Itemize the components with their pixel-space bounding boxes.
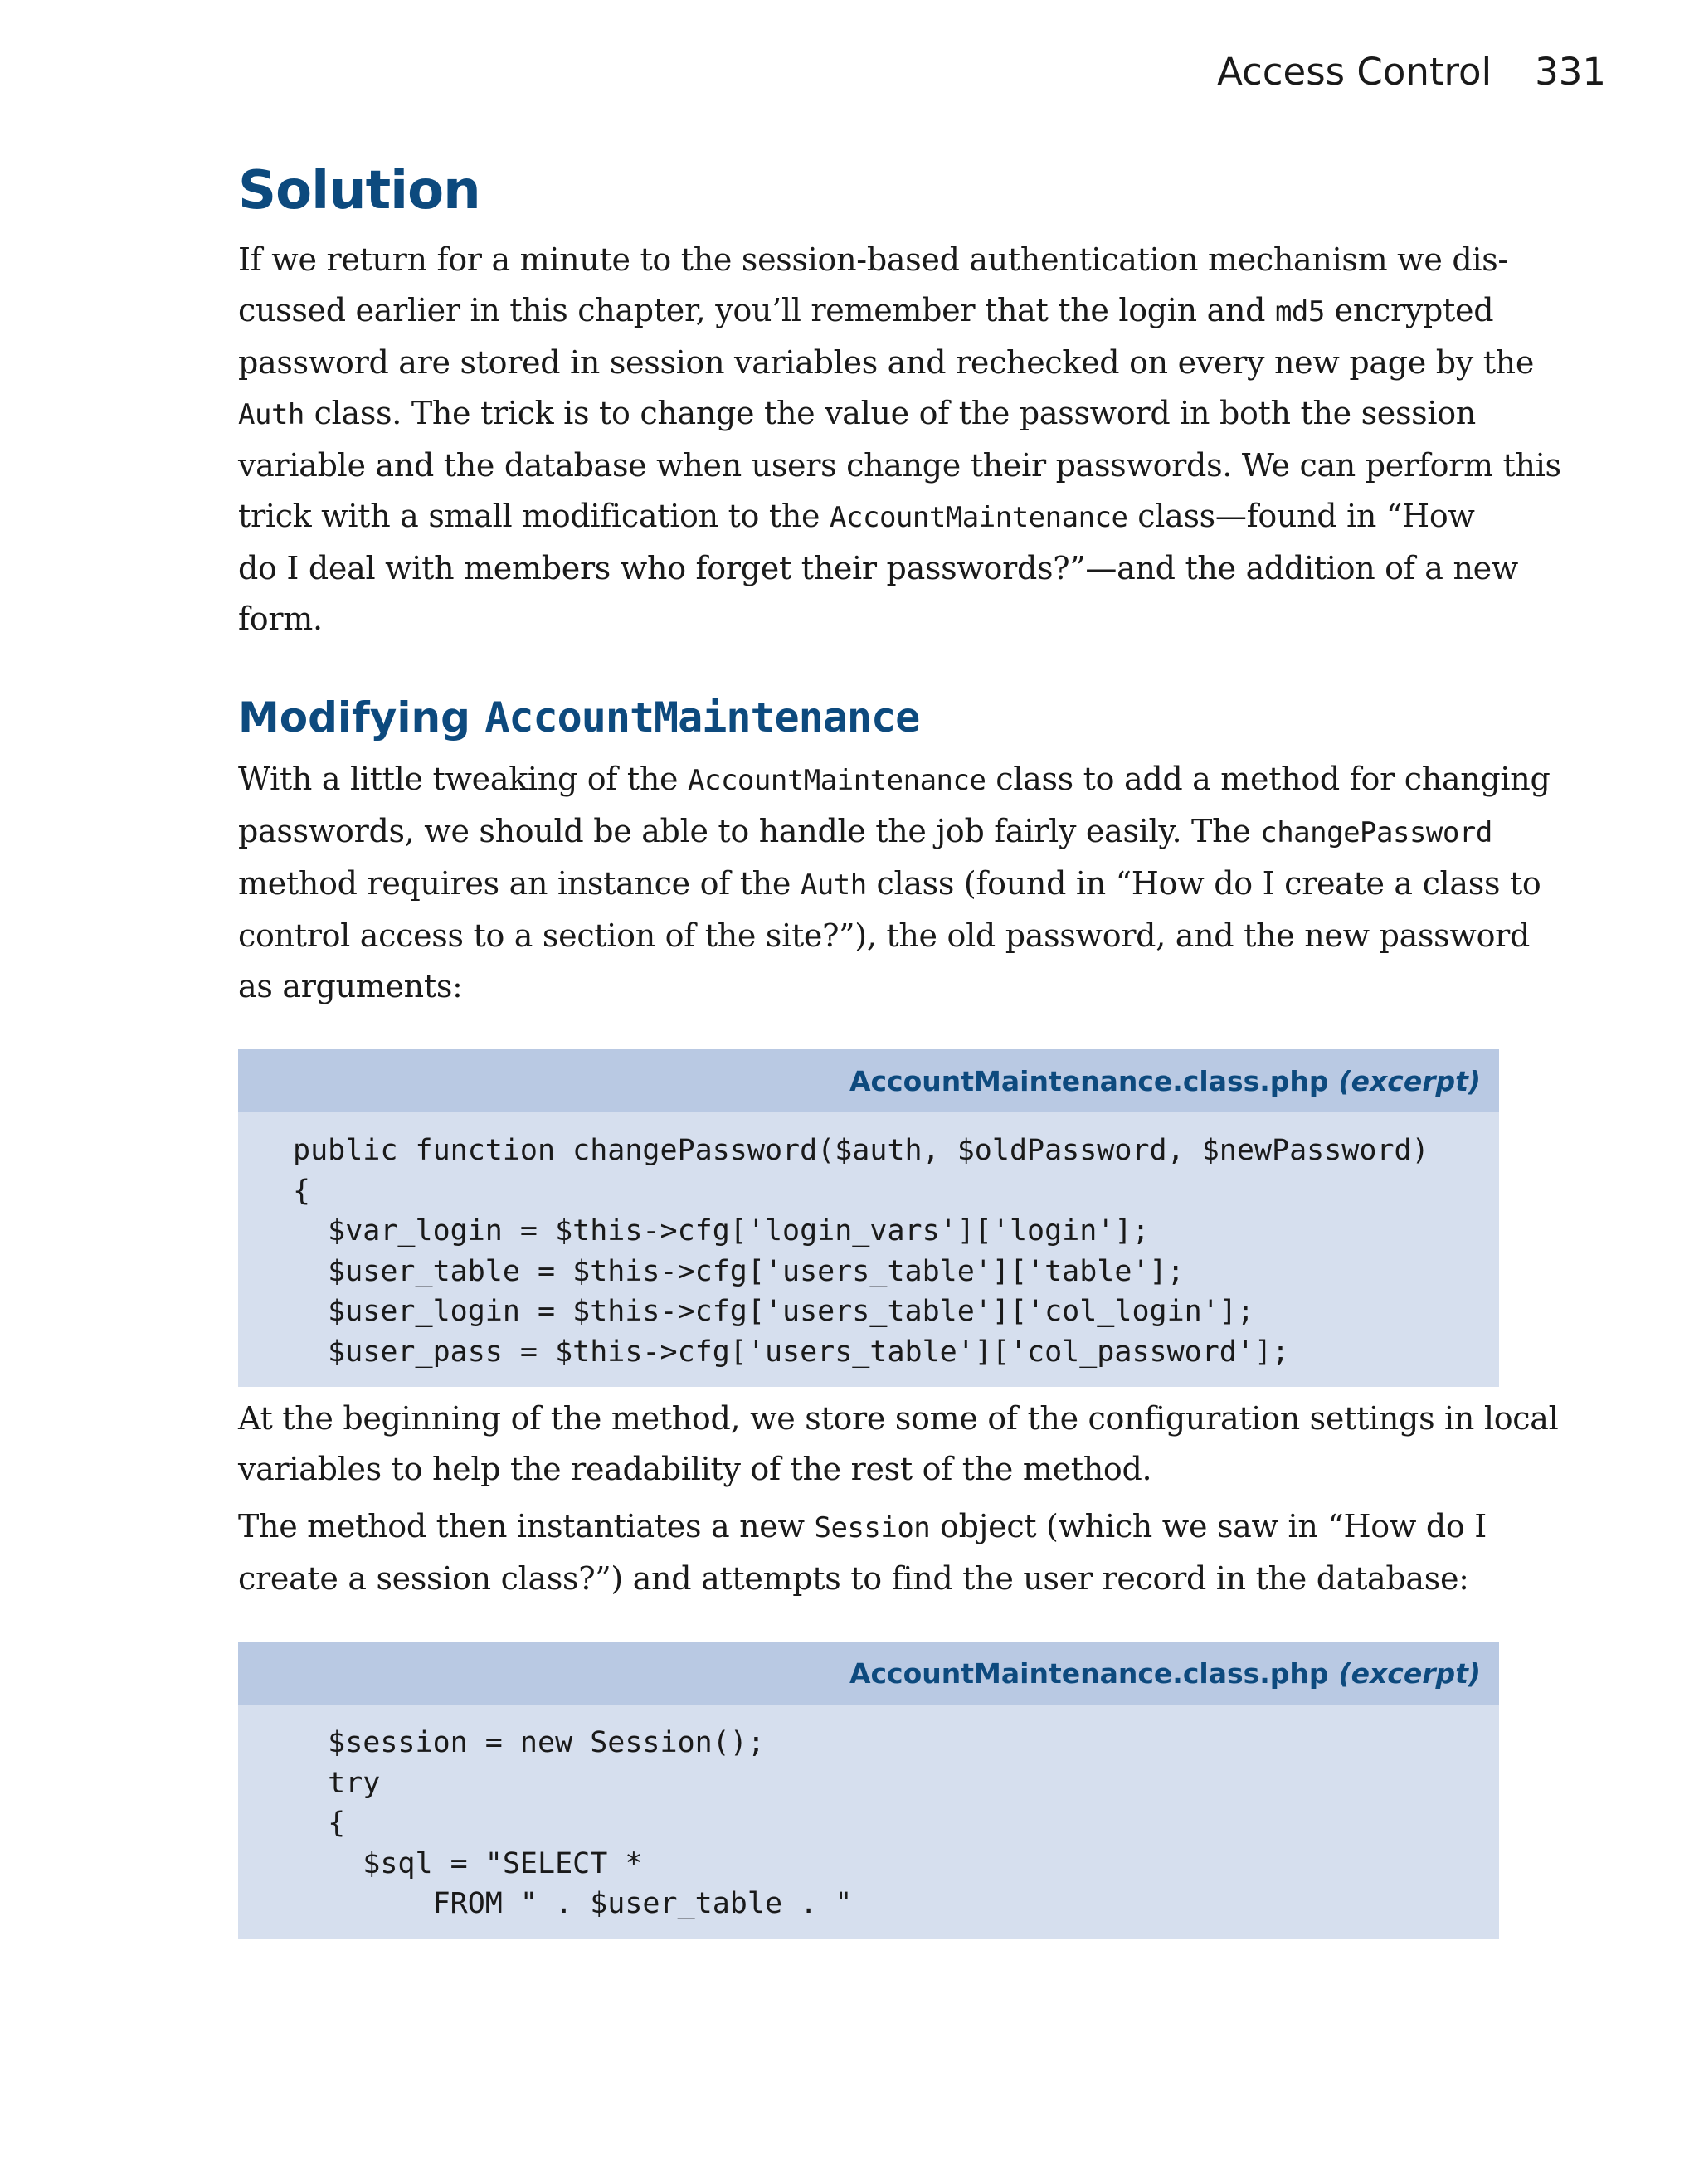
- code-listing-caption: [238, 1049, 1499, 1112]
- inline-code: AccountMaintenance: [830, 501, 1128, 534]
- text-line: variables to help the readability of the rest of the method.: [238, 1451, 1152, 1487]
- text-line: password are stored in session variables and rechecked on every new page by the: [238, 344, 1535, 381]
- code-line: $var_login = $this->cfg['login_vars']['login'];: [328, 1214, 1150, 1248]
- text-line: With a little tweaking of the AccountMaintenance class to add a method for changing: [238, 761, 1551, 797]
- text-line: create a session class?”) and attempts to find the user record in the database:: [238, 1560, 1469, 1597]
- code-listing-filename: AccountMaintenance.class.php: [849, 1656, 1329, 1690]
- subsection-title-code: AccountMaintenance: [484, 693, 920, 742]
- chapter-title: Access Control: [1217, 50, 1492, 94]
- text-line: control access to a section of the site?”), the old password, and the new password: [238, 917, 1531, 954]
- text-line: variable and the database when users change their passwords. We can perform this: [238, 447, 1561, 484]
- text-line: Auth class. The trick is to change the value of the password in both the session: [238, 395, 1476, 431]
- code-line: try: [328, 1766, 381, 1800]
- text-line: as arguments:: [238, 968, 463, 1004]
- text-line: do I deal with members who forget their passwords?”—and the addition of a new: [238, 550, 1519, 586]
- code-listing-body: [238, 1112, 1499, 1387]
- inline-code: Session: [814, 1511, 931, 1544]
- code-line: $user_pass = $this->cfg['users_table']['col_password'];: [293, 1335, 1290, 1369]
- code-listing-caption: [238, 1642, 1499, 1705]
- text-line: The method then instantiates a new Session object (which we saw in “How do I: [238, 1508, 1487, 1544]
- code-listing-body: [238, 1705, 1499, 1939]
- subsection-title: [238, 688, 1499, 747]
- code-listing-note: (excerpt): [1338, 1064, 1481, 1097]
- page-content: [238, 153, 1561, 1939]
- text-line: If we return for a minute to the session-based authentication mechanism we dis-: [238, 241, 1508, 278]
- code-listing-note: (excerpt): [1338, 1656, 1481, 1690]
- page-number: 331: [1535, 50, 1606, 94]
- section-title: Solution: [238, 160, 480, 221]
- inline-code: Auth: [238, 398, 304, 431]
- text-line: At the beginning of the method, we store some of the configuration settings in local: [238, 1400, 1559, 1437]
- code-line: $session = new Session();: [328, 1726, 765, 1759]
- code-line: {: [293, 1174, 311, 1208]
- text-line: method requires an instance of the Auth class (found in “How do I create a class to: [238, 865, 1541, 902]
- inline-code: changePassword: [1260, 816, 1492, 849]
- paragraph-after-listing: [238, 1394, 1559, 1495]
- code-listing-1: [238, 1049, 1499, 1387]
- code-line: $user_login = $this->cfg['users_table']['col_login'];: [328, 1295, 1254, 1328]
- code-line: $user_table = $this->cfg['users_table']['table'];: [328, 1254, 1185, 1288]
- text-line: form.: [238, 601, 323, 637]
- inline-code: AccountMaintenance: [688, 764, 986, 797]
- code-line: $sql = "SELECT *: [363, 1846, 643, 1880]
- subsection-title-prefix: Modifying: [238, 693, 485, 742]
- inline-code: Auth: [800, 868, 867, 902]
- code-listing-2: [238, 1642, 1499, 1939]
- subsection-paragraph: [238, 754, 1551, 1012]
- inline-code: md5: [1274, 295, 1325, 328]
- code-line: FROM " . $user_table . ": [293, 1887, 853, 1920]
- intro-paragraph: [238, 235, 1561, 644]
- text-line: cussed earlier in this chapter, you’ll remember that the login and md5 encrypted: [238, 292, 1494, 328]
- running-head: [1217, 50, 1606, 94]
- paragraph-session: [238, 1501, 1499, 1604]
- code-line: public function changePassword($auth, $oldPassword, $newPassword): [293, 1134, 1429, 1167]
- text-line: trick with a small modification to the AccountMaintenance class—found in “How: [238, 498, 1475, 534]
- code-line: {: [328, 1807, 346, 1840]
- text-line: passwords, we should be able to handle the job fairly easily. The changePassword: [238, 813, 1492, 849]
- code-listing-filename: AccountMaintenance.class.php: [849, 1064, 1329, 1097]
